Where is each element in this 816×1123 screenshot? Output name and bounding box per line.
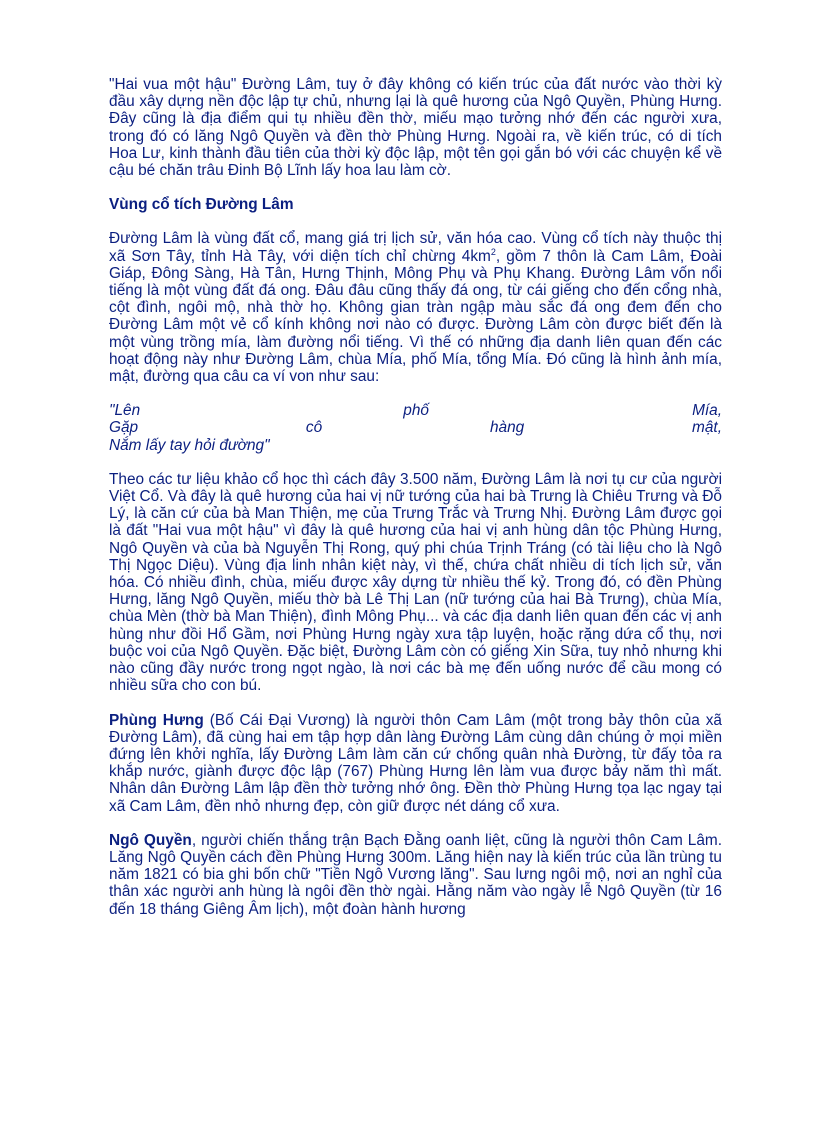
paragraph-ngo-quyen-text: , người chiến thắng trận Bạch Đằng oanh liệt, cũng là người thôn Cam Lâm. Lăng Ngô Quyền cách đền Phùng Hưng 300m. Lăng hiện nay là kiến trúc của lần trùng tu năm 1821 có bia ghi bốn chữ "Tiền Ngô Vương lăng". Sau lưng ngôi mộ, nơi an nghỉ của thân xác người anh hùng là ngôi đền thờ ngài. Hằng năm vào ngày lễ Ngô Quyền (từ 16 đến 18 tháng Giêng Âm lịch), một đoàn hành hương [109, 831, 722, 918]
verse-word: mật, [692, 419, 722, 437]
paragraph-phung-hung [109, 712, 722, 815]
paragraph-duong-lam [109, 230, 722, 385]
superscript-2: 2 [490, 246, 496, 257]
section-heading: Vùng cổ tích Đường Lâm [109, 196, 294, 214]
verse-word: Mía, [692, 402, 722, 420]
verse-word: "Lên [109, 402, 141, 420]
verse-word: Gặp [109, 419, 139, 437]
name-ngo-quyen: Ngô Quyền [109, 831, 192, 849]
paragraph-duong-lam-part1: Đường Lâm là vùng đất cổ, mang giá trị lịch sử, văn hóa cao. Vùng cổ tích này thuộc thị xã Sơn Tây, tỉnh Hà Tây, với diện tích chỉ chừng 4km [109, 230, 722, 265]
verse-word: phố [403, 402, 429, 420]
paragraph-duong-lam-part2: , gồm 7 thôn là Cam Lâm, Đoài Giáp, Đông Sàng, Hà Tân, Hưng Thịnh, Mông Phụ và Phụ Khang. Đường Lâm vốn nổi tiếng là một vùng đất đá ong. Đâu đâu cũng thấy đá ong, từ cái giếng cho đến cổng nhà, cột đình, ngôi mộ, nhà thờ họ. Không gian tràn ngập màu sắc đá ong đem đến cho Đường Lâm một vẻ cổ kính không nơi nào có được. Đường Lâm còn được biết đến là một vùng trồng mía, làm đường nổi tiếng. Vì thế có những địa danh liên quan đến các hoạt động này như Đường Lâm, chùa Mía, phố Mía, tổng Mía. Đó cũng là hình ảnh mía, mật, đường qua câu ca ví von như sau: [109, 247, 722, 386]
verse-line-2 [109, 419, 722, 436]
paragraph-history: Theo các tư liệu khảo cổ học thì cách đây 3.500 năm, Đường Lâm là nơi tụ cư của người Việt Cổ. Và đây là quê hương của hai vị nữ tướng của hai bà Trưng là Chiêu Trưng và Đỗ Lý, là căn cứ của bà Man Thiện, mẹ của Trưng Trắc và Trưng Nhị. Đường Lâm được gọi là đất "Hai vua một hậu" vì đây là quê hương của hai vị anh hùng dân tộc Phùng Hưng, Ngô Quyền và của bà Nguyễn Thị Rong, quý phi chúa Trịnh Tráng (có tài liệu cho là Ngô Thị Ngọc Diệu). Vùng địa linh nhân kiệt này, vì thế, chứa chất nhiều di tích lịch sử, văn hóa. Có nhiều đình, chùa, miếu được xây dựng từ nhiều thế kỷ. Trong đó, có đền Phùng Hưng, lăng Ngô Quyền, miếu thờ bà Lê Thị Lan (nữ tướng của hai Bà Trưng), chùa Mía, chùa Mèn (thờ bà Man Thiện), đình Mông Phụ... và các địa danh liên quan đến các vị anh hùng như đồi Hổ Gầm, nơi Phùng Hưng ngày xưa tập luyện, hoặc rặng dứa cổ thụ, nơi buộc voi của Ngô Quyền. Đặc biệt, Đường Lâm còn có giếng Xin Sữa, tuy nhỏ nhưng khi nào cũng đầy nước trong ngọt ngào, là nơi các bà mẹ đến uống nước để cầu mong có nhiều sữa cho con bú. [109, 470, 722, 695]
name-phung-hung: Phùng Hưng [109, 711, 204, 729]
paragraph-intro: "Hai vua một hậu" Đường Lâm, tuy ở đây không có kiến trúc của đất nước vào thời kỳ đầu xây dựng nền độc lập tự chủ, nhưng lại là quê hương của Ngô Quyền, Phùng Hưng. Đây cũng là địa điểm qui tụ nhiều đền thờ, miếu mạo tưởng nhớ đến các người xưa, trong đó có lăng Ngô Quyền và đền thờ Phùng Hưng. Ngoài ra, về kiến trúc, có di tích Hoa Lư, kinh thành đầu tiên của thời kỳ độc lập, một tên gọi gắn bó với các chuyện kể về cậu bé chăn trâu Đinh Bộ Lĩnh lấy hoa lau làm cờ. [109, 76, 722, 180]
verse-line-1 [109, 402, 722, 419]
paragraph-phung-hung-text: (Bố Cái Đại Vương) là người thôn Cam Lâm (một trong bảy thôn của xã Đường Lâm), đã cùng hai em tập hợp dân làng Đường Lâm cùng dân chúng ở mọi miền đứng lên khởi nghĩa, lấy Đường Lâm làm căn cứ chống quân nhà Đường, từ đấy tỏa ra khắp nước, giành được độc lập (767) Phùng Hưng lên làm vua được bảy năm thì mất. Nhân dân Đường Lâm lập đền thờ tưởng nhớ ông. Đền thờ Phùng Hưng tọa lạc ngay tại xã Cam Lâm, đền nhỏ nhưng đẹp, còn giữ được nét dáng cổ xưa. [109, 711, 722, 815]
document-page [109, 76, 722, 918]
paragraph-ngo-quyen [109, 832, 722, 918]
verse-word: cô [305, 419, 323, 437]
verse-line-3: Nắm lấy tay hỏi đường" [109, 436, 270, 454]
verse-word: hàng [489, 419, 525, 437]
folk-verse [109, 402, 722, 454]
